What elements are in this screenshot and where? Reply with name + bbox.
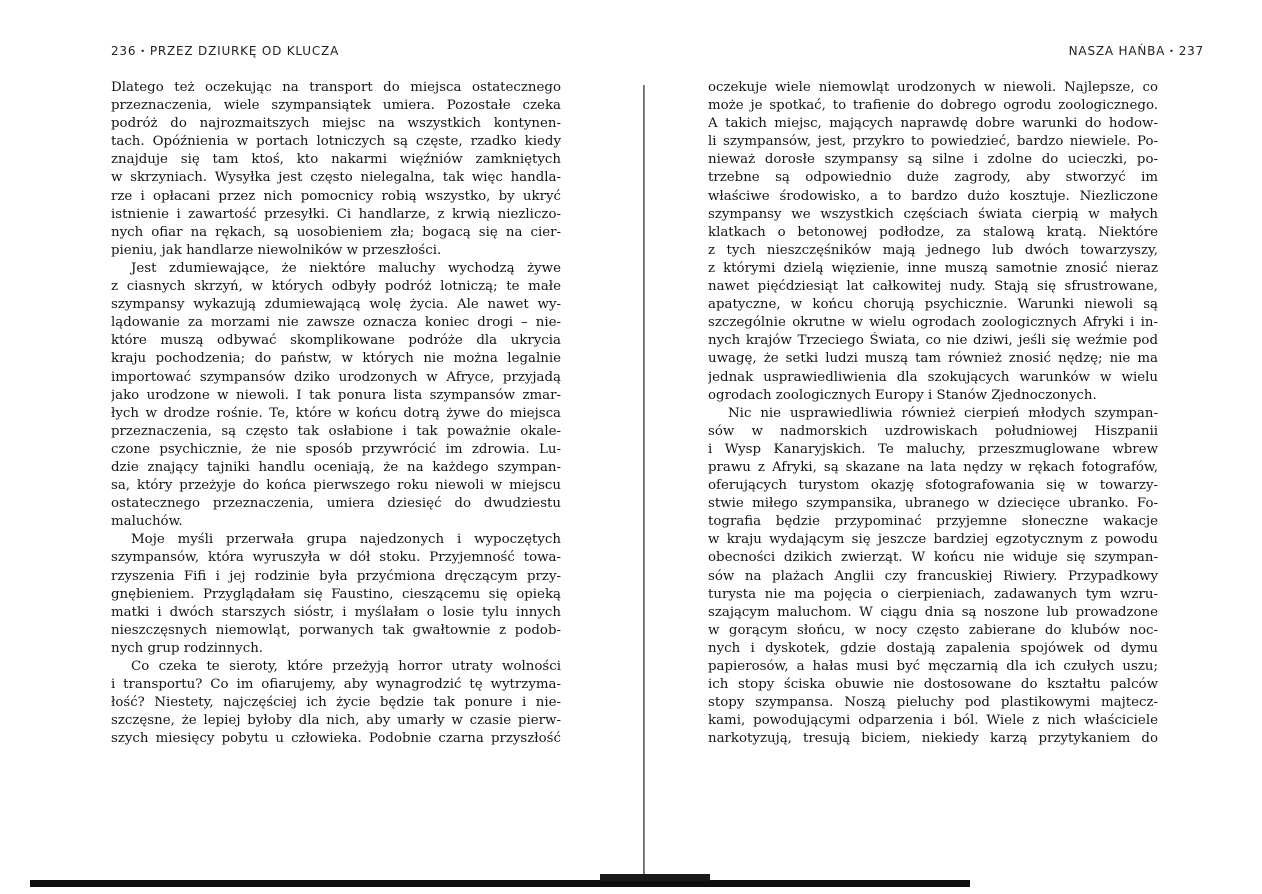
text-line: szczególnie okrutne w wielu ogrodach zoologicznych Afryki i in- bbox=[708, 315, 1158, 331]
text-line: w skrzyniach. Wysyłka jest często nielegalna, tak więc handla- bbox=[111, 170, 561, 186]
text-line: maluchów. bbox=[111, 514, 183, 530]
text-line: obecności dzikich zwierząt. W końcu nie widuje się szympan- bbox=[708, 550, 1158, 566]
text-line: Co czeka te sieroty, które przeżyją horror utraty wolności bbox=[131, 659, 561, 674]
text-line: prawu z Afryki, są skazane na lata nędzy w rękach fotografów, bbox=[708, 459, 1158, 475]
text-line: papierosów, a hałas musi być męczarnią dla ich czułych uszu; bbox=[708, 659, 1158, 674]
text-line: matki i dwóch starszych sióstr, i myślałam o losie tylu innych bbox=[111, 604, 561, 620]
text-line: szympansów, która wyruszyła w dół stoku. Przyjemność towa- bbox=[111, 550, 561, 566]
text-line: nych i dyskotek, gdzie dostają zapalenia spojówek od dymu bbox=[708, 640, 1158, 656]
text-line: apatyczne, w końcu chorują psychicznie. Warunki niewoli są bbox=[708, 297, 1158, 313]
text-line: czone psychicznie, że nie sposób przywrócić im zdrowia. Lu- bbox=[111, 441, 561, 457]
text-line: może je spotkać, to trafienie do dobrego ogrodu zoologicznego. bbox=[708, 98, 1158, 114]
text-line: li szympansów, jest, przykro to powiedzieć, bardzo niewiele. Po- bbox=[708, 134, 1158, 150]
text-line: uwagę, że setki ludzi muszą tam również znosić nędzę; nie ma bbox=[708, 351, 1158, 367]
book-gutter bbox=[643, 85, 645, 875]
text-line: klatkach o betonowej podłodze, za stalową kratą. Niektóre bbox=[708, 224, 1158, 240]
right-page-number: 237 bbox=[1178, 44, 1204, 58]
text-line: szympansy we wszystkich częściach świata cierpią w małych bbox=[708, 206, 1158, 222]
text-line: właściwe środowisko, a to bardzo dużo kosztuje. Niezliczone bbox=[708, 188, 1158, 204]
text-line: oczekuje wiele niemowląt urodzonych w niewoli. Najlepsze, co bbox=[708, 80, 1158, 95]
text-line: Nic nie usprawiedliwia również cierpień młodych szympan- bbox=[728, 405, 1158, 421]
text-line: szych miesięcy pobytu u człowieka. Podobnie czarna przyszłość bbox=[111, 731, 561, 747]
text-line: dzie znający tajniki handlu oceniają, że na każdego szympan- bbox=[111, 459, 561, 475]
text-line: Jest zdumiewające, że niektóre maluchy wychodzą żywe bbox=[131, 260, 561, 276]
text-line: nieważ dorosłe szympansy są silne i zdolne do ucieczki, po- bbox=[708, 152, 1158, 168]
text-line: szającym maluchom. W ciągu dnia są noszone lub prowadzone bbox=[708, 604, 1158, 620]
text-line: ich stopy ściska obuwie nie dostosowane do kształtu palców bbox=[708, 677, 1158, 693]
text-line: Dlatego też oczekując na transport do miejsca ostatecznego bbox=[111, 80, 561, 95]
text-line: przeznaczenia, wiele szympansiątek umiera. Pozostałe czeka bbox=[111, 98, 561, 114]
header-bullet: • bbox=[140, 47, 146, 56]
text-line: ostatecznego przeznaczenia, umiera dziesięć do dwudziestu bbox=[111, 496, 561, 512]
text-line: narkotyzują, tresują biciem, niekiedy karzą przytykaniem do bbox=[708, 731, 1158, 747]
text-line: sów na plażach Anglii czy francuskiej Riwiery. Przypadkowy bbox=[708, 568, 1158, 584]
text-line: w kraju wydającym się jeszcze bardziej egzotycznym z powodu bbox=[708, 532, 1158, 548]
text-line: sów w nadmorskich uzdrowiskach południowej Hiszpanii bbox=[708, 423, 1158, 439]
text-line: rzyszenia Fifi i jej rodzinie była przyćmiona dręczącym przy- bbox=[111, 568, 561, 584]
text-line: Moje myśli przerwała grupa najedzonych i wypoczętych bbox=[131, 532, 561, 548]
text-line: nawet pięćdziesiąt lat całkowitej nudy. Stają się sfrustrowane, bbox=[708, 279, 1158, 295]
text-line: stwie miłego szympansika, ubranego w dziecięce ubranko. Fo- bbox=[708, 496, 1158, 512]
text-line: gnębieniem. Przyglądałam się Faustino, cieszącemu się opieką bbox=[111, 586, 561, 602]
text-line: lądowanie za morzami nie zawsze oznacza koniec drogi – nie- bbox=[111, 315, 561, 331]
left-running-title: PRZEZ DZIURKĘ OD KLUCZA bbox=[149, 44, 340, 58]
text-line: kraju pochodzenia; do państw, w których nie można legalnie bbox=[111, 351, 561, 367]
text-line: nieszczęsnych niemowląt, porwanych tak gwałtownie z podob- bbox=[111, 622, 561, 638]
text-line: importować szympansów dziko urodzonych w Afryce, przyjadą bbox=[111, 369, 561, 385]
scan-bottom-edge-shadow bbox=[600, 874, 710, 881]
text-line: szczęsne, że lepiej byłoby dla nich, aby umarły w czasie pierw- bbox=[111, 713, 561, 729]
text-line: jednak usprawiedliwienia dla szokujących warunków w wielu bbox=[708, 369, 1158, 385]
text-line: pieniu, jak handlarze niewolników w przeszłości. bbox=[111, 242, 442, 258]
text-line: sa, który przeżyje do końca pierwszego roku niewoli w miejscu bbox=[111, 478, 561, 494]
text-line: z tych nieszczęśników mają jednego lub dwóch towarzyszy, bbox=[708, 242, 1158, 258]
text-line: oferujących turystom okazję sfotografowania się w towarzy- bbox=[708, 478, 1158, 494]
right-running-header bbox=[1069, 44, 1204, 58]
text-line: łość? Niestety, najczęściej ich życie będzie tak ponure i nie- bbox=[111, 695, 561, 711]
text-line: nych ofiar na rękach, są uosobieniem zła; bogacą się na cier- bbox=[111, 224, 561, 240]
text-line: szympansy wykazują zdumiewającą wolę życia. Ale nawet wy- bbox=[111, 297, 561, 313]
text-line: znajduje się tam ktoś, kto nakarmi więźniów zamkniętych bbox=[111, 152, 561, 168]
right-running-title: NASZA HAŃBA bbox=[1068, 44, 1166, 58]
text-line: istnienie i zawartość przesyłki. Ci handlarze, z krwią niezliczo- bbox=[111, 206, 561, 222]
text-line: z ciasnych skrzyń, w których odbyły podróż lotniczą; te małe bbox=[111, 279, 561, 295]
text-line: przeznaczenia, są często tak osłabione i tak poważnie okale- bbox=[111, 423, 561, 439]
text-line: tach. Opóźnienia w portach lotniczych są częste, rzadko kiedy bbox=[111, 134, 561, 150]
text-line: trzebne są odpowiednio duże zagrody, aby stworzyć im bbox=[708, 170, 1158, 186]
text-line: ogrodach zoologicznych Europy i Stanów Zjednoczonych. bbox=[708, 387, 1097, 403]
text-line: A takich miejsc, mających naprawdę dobre warunki do hodow- bbox=[708, 116, 1158, 132]
text-line: i Wysp Kanaryjskich. Te maluchy, przeszmuglowane wbrew bbox=[708, 441, 1158, 457]
text-line: z którymi dzielą więzienie, inne muszą samotnie znosić nieraz bbox=[708, 260, 1158, 276]
text-line: jako urodzone w niewoli. I tak ponura lista szympansów zmar- bbox=[111, 387, 561, 403]
text-line: w gorącym słońcu, w nocy często zabierane do klubów noc- bbox=[708, 622, 1158, 638]
text-line: tografia będzie przypominać przyjemne słoneczne wakacje bbox=[708, 514, 1158, 530]
left-page-body bbox=[111, 79, 561, 748]
text-line: nych krajów Trzeciego Świata, co nie dziwi, jeśli się weźmie pod bbox=[708, 333, 1158, 349]
left-page-number: 236 bbox=[111, 44, 137, 58]
header-bullet: • bbox=[1169, 47, 1175, 56]
text-line: kami, powodującymi odparzenia i ból. Wiele z nich właściciele bbox=[708, 713, 1158, 729]
text-line: i transportu? Co im ofiarujemy, aby wynagrodzić tę wytrzyma- bbox=[111, 677, 561, 693]
text-line: łych w drodze rośnie. Te, które w końcu dotrą żywe do miejsca bbox=[111, 405, 561, 421]
text-line: rze i opłacani przez nich pomocnicy robią wszystko, by ukryć bbox=[111, 188, 561, 204]
text-line: nych grup rodzinnych. bbox=[111, 640, 264, 656]
text-line: podróż do najrozmaitszych miejsc na wszystkich kontynen- bbox=[111, 116, 561, 132]
right-page-body bbox=[708, 79, 1158, 748]
text-line: turysta nie ma pojęcia o cierpieniach, zadawanych tym wzru- bbox=[708, 586, 1158, 602]
scan-bottom-edge bbox=[30, 880, 970, 887]
left-running-header bbox=[111, 44, 339, 58]
text-line: stopy szympansa. Noszą pieluchy pod plastikowymi majtecz- bbox=[708, 695, 1158, 711]
text-line: które muszą odbywać skomplikowane podróże dla ukrycia bbox=[111, 333, 561, 349]
